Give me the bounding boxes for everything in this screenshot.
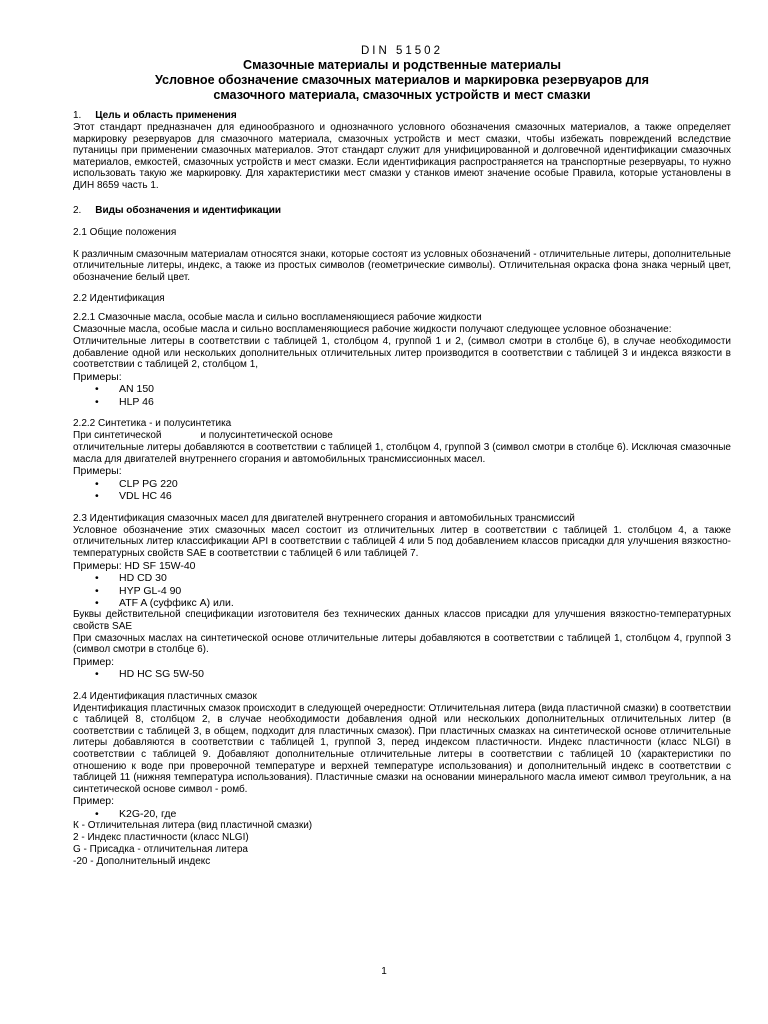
section-2-4-text: Идентификация пластичных смазок происходит в следующей очередности: Отличительная литера (вида пластичной смазки) в соответствии с таблицей 8, столбцом 2, в случае необходимости добавления одной или нескольких дополнительных отличительных литер (в соответствии с таблицей 3, в общем, подходит для пластичных смазок). При пластичных смазках на синтетической основе отличительные литеры добавляются в соответствии с таблицей 1, группой 3, перед индексом пластичности. Индекс пластичности (класс NLGI) в соответствии с таблицей 9. Добавляют дополнительные отличительные литеры в соответствии с таблицей 10 (характеристики по отношению к воде при проверочной температуре и верхней температуре использования) и дополнительный индекс в соответствии с таблицей 11 (нижняя температура использования). Пластичные смазки на основании минерального масла имеют символ треугольник, а на синтетической основе символ - ромб. — [73, 702, 731, 795]
list-item: • VDL HC 46 — [73, 490, 731, 502]
doc-title-line-2: Условное обозначение смазочных материалов и маркировка резервуаров для — [155, 73, 649, 87]
section-2-2-1-text: Смазочные масла, особые масла и сильно воспламеняющиеся рабочие жидкости получают следующее условное обозначение: — [73, 324, 672, 336]
section-2-4-heading: 2.4 Идентификация пластичных смазок — [73, 690, 257, 702]
section-2-title: Виды обозначения и идентификации — [95, 204, 282, 216]
section-1-heading — [73, 110, 731, 122]
section-2-2-2-line: При синтетической и полусинтетической основе — [73, 430, 333, 442]
standard-number: DIN 51502 — [361, 45, 443, 57]
section-2-2-heading: 2.2 Идентификация — [73, 293, 165, 305]
list-item: • K2G-20, где — [73, 808, 731, 820]
legend-line: К - Отличительная литера (вид пластичной смазки) — [73, 820, 313, 832]
list-item: • AN 150 — [73, 383, 731, 395]
section-2-2-1-text-2: Отличительные литеры в соответствии с таблицей 1, столбцом 4, группой 1 и 2, (символ смотри в столбце 6), в случае необходимости добавление одной или нескольких дополнительных отличительных литер производится в соответствии с таблицей 3 и индекса вязкости в соответствии с таблицей 2, столбцом 1, — [73, 335, 731, 371]
section-2-4-example — [73, 808, 731, 820]
section-2-1-text: К различным смазочным материалам относятся знаки, которые состоят из условных обозначений - отличительные литеры, дополнительные отличительные литеры, индекс, а также из простых символов (геометрические символы). Отличительная окраска фона знака черный цвет, обозначение белый цвет. — [73, 248, 731, 283]
legend-line: 2 - Индекс пластичности (класс NLGI) — [73, 832, 249, 844]
doc-title-line-1: Смазочные материалы и родственные материалы — [243, 58, 561, 72]
section-2-2-2-text: отличительные литеры добавляются в соответствии с таблицей 1, столбцом 4, группой 3 (символ смотри в столбце 6). Исключая смазочные масла для двигателей внутреннего сгорания и автомобильных трансмиссионных масел. — [73, 442, 731, 465]
list-item: • ATF A (суффикс А) или. — [73, 597, 731, 609]
section-2-number: 2. — [73, 204, 82, 216]
list-item: • CLP PG 220 — [73, 478, 731, 490]
section-1-text: Этот стандарт предназначен для единообразного и однозначного условного обозначения смазочных материалов, а также определяет маркировку резервуаров для смазочного материала, смазочных устройств и мест смазки, чтобы избежать повреждений вследствие путаницы при применении смазочных материалов. Этот стандарт служит для унифицированной и долговечной идентификации смазочных материалов, емкостей, смазочных устройств и мест смазки. Если идентификация распространяется на транспортные резервуары, то нужно использовать такую же маркировку. Для характеристики мест смазки у станков имеют значение особые Правила, которые установлены в ДИН 8659 часть 1. — [73, 122, 731, 191]
list-item: • HLP 46 — [73, 396, 731, 408]
section-2-2-2-examples — [73, 478, 731, 503]
doc-title-line-3: смазочного материала, смазочных устройств и мест смазки — [213, 88, 591, 102]
page-number: 1 — [381, 966, 387, 977]
section-2-3-heading: 2.3 Идентификация смазочных масел для двигателей внутреннего сгорания и автомобильных трансмиссий — [73, 512, 575, 524]
section-2-4-example-label: Пример: — [73, 795, 115, 808]
document-page — [73, 44, 731, 868]
section-2-3-examples-label: Примеры: HD SF 15W-40 — [73, 559, 196, 572]
list-item: • HYP GL-4 90 — [73, 585, 731, 597]
section-2-3-example — [73, 668, 731, 680]
section-2-1-heading: 2.1 Общие положения — [73, 226, 177, 238]
section-2-2-1-examples — [73, 383, 731, 408]
section-2-3-text: Условное обозначение этих смазочных масел состоит из отличительных литер в соответствии с таблицей 1. столбцом 4, а также отличительных литер классификации API в соответствии с таблицей 4 или 5 под добавлением классов присадки для улучшения вязкостно-температурных свойств SAE в соответствии с таблицей 6 или таблицей 7. — [73, 524, 731, 559]
section-2-heading — [73, 205, 731, 217]
section-2-2-2-heading: 2.2.2 Синтетика - и полусинтетика — [73, 418, 232, 430]
section-1-number: 1. — [73, 110, 82, 121]
section-1-title: Цель и область применения — [95, 110, 237, 121]
list-item: • HD CD 30 — [73, 572, 731, 584]
section-2-3-text-3: При смазочных маслах на синтетической основе отличительные литеры добавляются в соответствии с таблицей 1, столбцом 4, группой 3 (символ смотри в столбце 6). — [73, 632, 731, 656]
section-2-2-1-heading: 2.2.1 Смазочные масла, особые масла и сильно воспламеняющиеся рабочие жидкости — [73, 312, 482, 324]
section-2-3-examples — [73, 572, 731, 609]
section-2-3-text-2: Буквы действительной спецификации изготовителя без технических данных классов присадки для улучшения вязкостно-температурных свойств SAE — [73, 609, 731, 632]
list-item: • HD HC SG 5W-50 — [73, 668, 731, 680]
section-2-3-example-label: Пример: — [73, 655, 115, 668]
section-2-2-2-examples-label: Примеры: — [73, 465, 122, 478]
section-2-2-1-examples-label: Примеры: — [73, 370, 122, 383]
legend-line: G - Присадка - отличительная литера — [73, 844, 248, 856]
legend-line: -20 - Дополнительный индекс — [73, 856, 211, 868]
